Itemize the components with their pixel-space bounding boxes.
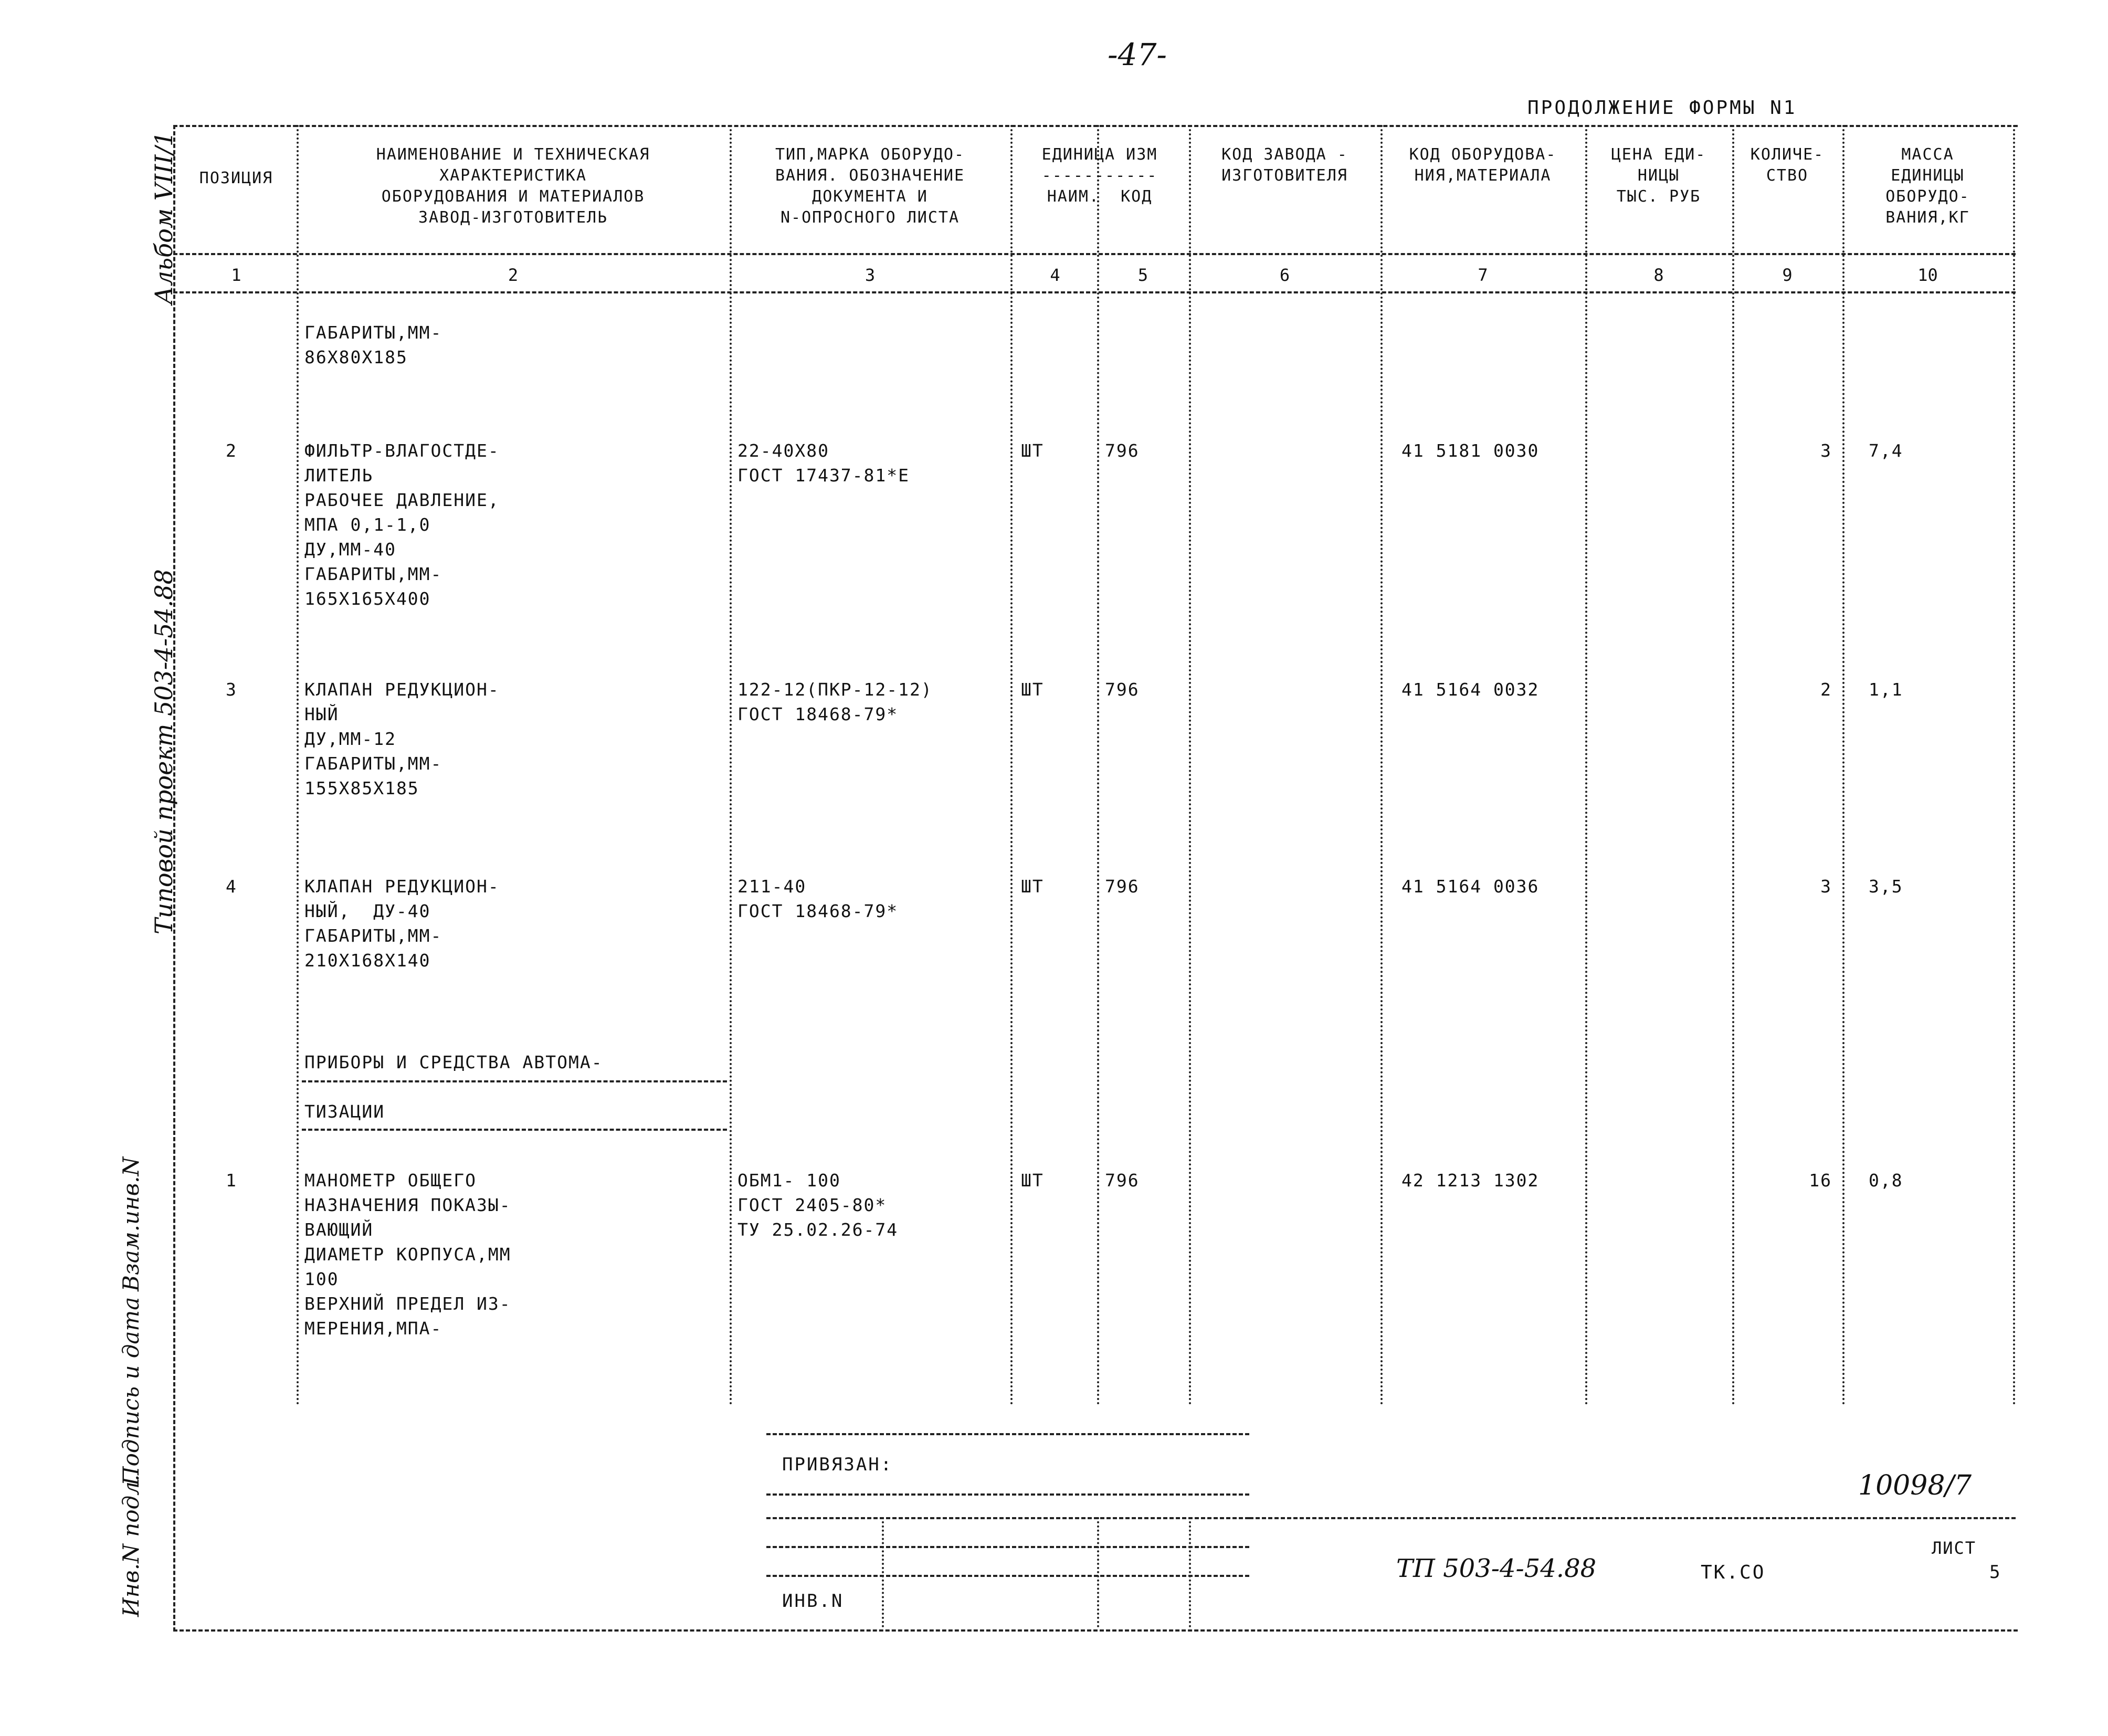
row-mass: 1,1 xyxy=(1869,679,1903,700)
stamp-divider xyxy=(882,1517,884,1627)
col-number: 8 xyxy=(1653,265,1664,285)
row-mass: 0,8 xyxy=(1869,1170,1903,1191)
row-equip-code: 41 5164 0036 xyxy=(1401,876,1540,897)
col-number: 3 xyxy=(865,265,876,285)
project-code: ТП 503-4-54.88 xyxy=(1396,1554,1597,1583)
col-number: 10 xyxy=(1917,265,1938,285)
row-quantity: 3 xyxy=(1820,440,1832,461)
header-unit: ЕДИНИЦА ИЗМ ----------- НАИМ. КОД xyxy=(1041,145,1158,206)
row-name: КЛАПАН РЕДУКЦИОН- НЫЙ ДУ,ММ-12 ГАБАРИТЫ,ММ- 155Х85Х185 xyxy=(304,679,500,798)
row-mass: 3,5 xyxy=(1869,876,1903,897)
col-divider xyxy=(1585,125,1587,1406)
list-label: ЛИСТ xyxy=(1932,1538,1977,1558)
row-unit-code: 796 xyxy=(1105,440,1140,461)
col-number: 5 xyxy=(1137,265,1148,285)
row-position: 1 xyxy=(226,1170,237,1191)
col-divider xyxy=(2013,125,2015,1406)
colnum-bottom-line xyxy=(173,291,2016,293)
row-type: 22-40Х80 ГОСТ 17437-81*Е xyxy=(737,440,910,486)
row-name: ФИЛЬТР-ВЛАГОСТДЕ- ЛИТЕЛЬ РАБОЧЕЕ ДАВЛЕНИЕ, МПА 0,1-1,0 ДУ,ММ-40 ГАБАРИТЫ,ММ- 165Х165Х400 xyxy=(304,440,500,609)
row-unit: ШТ xyxy=(1021,876,1044,897)
stamp-line xyxy=(766,1546,1249,1548)
row-unit: ШТ xyxy=(1021,1170,1044,1191)
row-position: 4 xyxy=(226,876,237,897)
stamp-line xyxy=(766,1493,1249,1496)
stamp-divider xyxy=(1189,1517,1191,1627)
section-underline xyxy=(302,1080,727,1082)
row-mass: 7,4 xyxy=(1869,440,1903,461)
row-equip-code: 42 1213 1302 xyxy=(1401,1170,1540,1191)
row-position: 2 xyxy=(226,440,237,461)
col-number: 6 xyxy=(1279,265,1290,285)
album-label: Альбом VIII/1 xyxy=(150,131,178,304)
sign-label: Подпись и дата xyxy=(118,1297,144,1486)
stamp-divider xyxy=(1097,1517,1099,1627)
col-divider xyxy=(1189,125,1191,1406)
sheet-number: 10098/7 xyxy=(1858,1470,1972,1501)
row-position: 3 xyxy=(226,679,237,700)
header-position: ПОЗИЦИЯ xyxy=(199,169,273,187)
header-quantity: КОЛИЧЕ- СТВО xyxy=(1750,145,1825,185)
list-value: 5 xyxy=(1989,1562,2000,1583)
col-number: 9 xyxy=(1782,265,1793,285)
col-divider xyxy=(1380,125,1383,1406)
col-divider xyxy=(297,125,299,1406)
row-unit-code: 796 xyxy=(1105,876,1140,897)
page-number: -47- xyxy=(1108,37,1167,72)
row-name: ГАБАРИТЫ,ММ- 86Х80Х185 xyxy=(304,322,442,367)
row-quantity: 16 xyxy=(1809,1170,1832,1191)
row-equip-code: 41 5181 0030 xyxy=(1401,440,1540,461)
row-quantity: 3 xyxy=(1820,876,1832,897)
stamp-inv-label: ИНВ.N xyxy=(782,1591,844,1612)
row-equip-code: 41 5164 0032 xyxy=(1401,679,1540,700)
col-number: 1 xyxy=(231,265,241,285)
header-price: ЦЕНА ЕДИ- НИЦЫ ТЫС. РУБ xyxy=(1611,145,1706,206)
header-equip-code: КОД ОБОРУДОВА- НИЯ,МАТЕРИАЛА xyxy=(1409,145,1557,185)
col-number: 4 xyxy=(1050,265,1060,285)
row-quantity: 2 xyxy=(1820,679,1832,700)
col-divider xyxy=(1842,125,1844,1406)
row-type: ОБМ1- 100 ГОСТ 2405-80* ТУ 25.02.26-74 xyxy=(737,1170,899,1240)
header-factory-code: КОД ЗАВОДА - ИЗГОТОВИТЕЛЯ xyxy=(1221,145,1348,185)
row-unit-code: 796 xyxy=(1105,679,1140,700)
header-type: ТИП,МАРКА ОБОРУДО- ВАНИЯ. ОБОЗНАЧЕНИЕ ДОКУМЕНТА И N-ОПРОСНОГО ЛИСТА xyxy=(775,145,965,227)
section-heading: ПРИБОРЫ И СРЕДСТВА АВТОМА- ТИЗАЦИИ xyxy=(304,1052,603,1122)
stamp-line xyxy=(766,1517,1249,1519)
header-mass: МАССА ЕДИНИЦЫ ОБОРУДО- ВАНИЯ,КГ xyxy=(1885,145,1970,227)
col-divider xyxy=(1097,125,1099,1406)
col-divider xyxy=(730,125,732,1406)
row-unit: ШТ xyxy=(1021,440,1044,461)
row-name: КЛАПАН РЕДУКЦИОН- НЫЙ, ДУ-40 ГАБАРИТЫ,ММ- 210Х168Х140 xyxy=(304,876,500,971)
col-number: 7 xyxy=(1478,265,1488,285)
title-block xyxy=(766,1433,1249,1627)
col-divider xyxy=(1732,125,1734,1406)
title-line xyxy=(1249,1517,2016,1519)
inv-label: Инв.N подл. xyxy=(118,1474,144,1617)
col-divider xyxy=(1010,125,1013,1406)
document-code: ТК.СО xyxy=(1701,1562,1766,1583)
header-bottom-line xyxy=(173,253,2016,255)
header-name: НАИМЕНОВАНИЕ И ТЕХНИЧЕСКАЯ ХАРАКТЕРИСТИКА ОБОРУДОВАНИЯ И МАТЕРИАЛОВ ЗАВОД-ИЗГОТОВИТЕЛЬ xyxy=(376,145,650,227)
row-unit-code: 796 xyxy=(1105,1170,1140,1191)
row-type: 211-40 ГОСТ 18468-79* xyxy=(737,876,899,921)
row-type: 122-12(ПКР-12-12) ГОСТ 18468-79* xyxy=(737,679,933,724)
repl-label: Взам.инв.N xyxy=(118,1156,144,1291)
col-number: 2 xyxy=(508,265,519,285)
stamp-line xyxy=(766,1433,1249,1435)
stamp-line xyxy=(766,1575,1249,1577)
form-continuation-label: ПРОДОЛЖЕНИЕ ФОРМЫ N1 xyxy=(1527,97,1797,119)
project-side-label: Типовой проект 503-4-54.88 xyxy=(150,569,178,934)
row-name: МАНОМЕТР ОБЩЕГО НАЗНАЧЕНИЯ ПОКАЗЫ- ВАЮЩИЙ ДИАМЕТР КОРПУСА,ММ 100 ВЕРХНИЙ ПРЕДЕЛ ИЗ- МЕРЕНИЯ,МПА- xyxy=(304,1170,511,1339)
row-unit: ШТ xyxy=(1021,679,1044,700)
stamp-bound-label: ПРИВЯЗАН: xyxy=(782,1454,893,1475)
section-underline xyxy=(302,1129,727,1131)
